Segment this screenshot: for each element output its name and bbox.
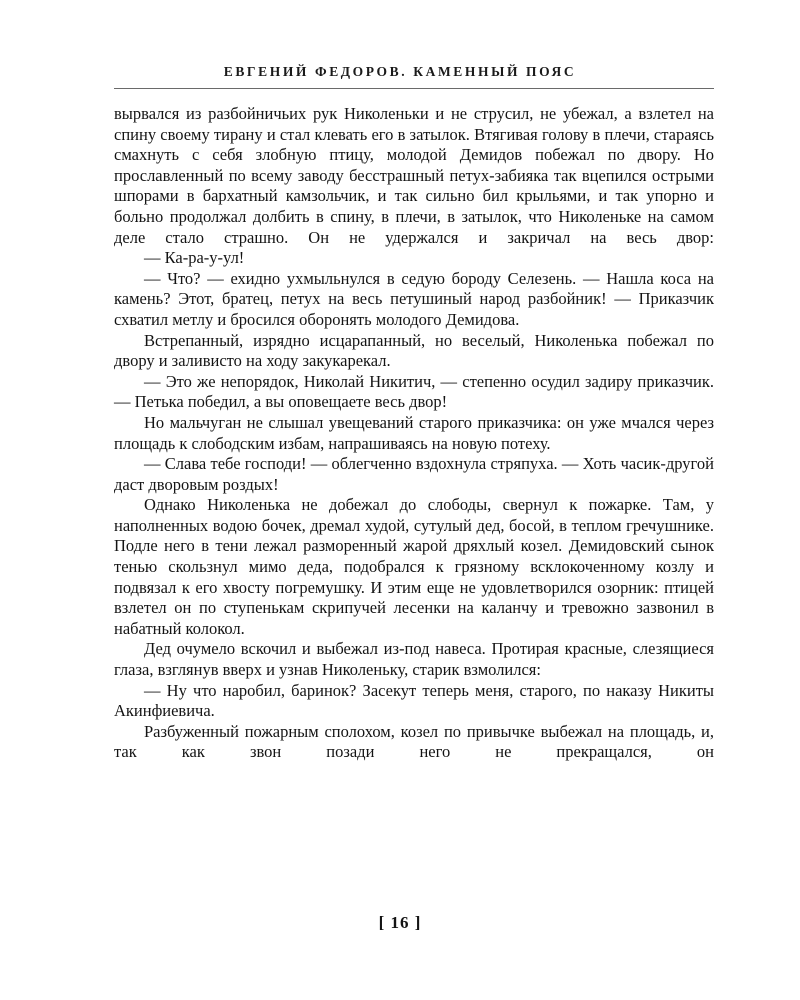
paragraph: — Ка-ра-у-ул! xyxy=(144,248,245,268)
paragraph: Но мальчуган не слышал увещеваний старого приказчика: он уже мчался через площадь к слободским избам, напрашиваясь на новую потеху. xyxy=(114,412,714,453)
paragraph-continued: вырвался из разбойничьих рук Николеньки и не струсил, не убежал, а взлетел на спину своему тирану и стал клевать его в затылок. Втягивая голову в плечи, стараясь смахнуть с себя злобную птицу, молодой Демидов побежал по двору. Но прославленный по всему заводу бесстрашный петух-забияка так вцепился острыми шпорами в бархатный камзольчик, и так сильно бил крыльями, и так упорно и больно продолжал долбить в спину, в плечи, в затылок, что Николеньке на самом деле стало страшно. Он не удержался и закричал на весь двор: xyxy=(114,104,714,247)
header-rule xyxy=(114,88,714,89)
page-number: [ 16 ] xyxy=(378,913,422,932)
running-head: ЕВГЕНИЙ ФЕДОРОВ. КАМЕННЫЙ ПОЯС xyxy=(223,64,577,79)
paragraph: — Ну что наробил, баринок? Засекут теперь меня, старого, по наказу Никиты Акинфиевича. xyxy=(114,680,714,721)
paragraph: — Это же непорядок, Николай Никитич, — степенно осудил задиру приказчик. — Петька победил, а вы оповещаете весь двор! xyxy=(114,371,714,412)
paragraph: — Слава тебе господи! — облегченно вздохнула стряпуха. — Хоть часик-другой даст дворовым роздых! xyxy=(114,454,714,494)
paragraph: — Что? — ехидно ухмыльнулся в седую бороду Селезень. — Нашла коса на камень? Этот, братец, петух на весь петушиный народ разбойник! — Приказчик схватил метлу и бросился оборонять молодого Демидова. xyxy=(114,268,714,329)
paragraph: Дед очумело вскочил и выбежал из-под навеса. Протирая красные, слезящиеся глаза, взглянув вверх и узнав Николеньку, старик взмолился: xyxy=(114,639,714,680)
paragraph: Однако Николенька не добежал до слободы, свернул к пожарке. Там, у наполненных водою бочек, дремал худой, сутулый дед, босой, в теплом гречушнике. Подле него в тени лежал разморенный жарой дряхлый козел. Демидовский сынок тенью скользнул мимо деда, подобрался к грязному всклокоченному козлу и подвязал к его хвосту погремушку. И этим еще не удовлетворился озорник: птицей взлетел он по ступенькам скрипучей лесенки на каланчу и тревожно зазвонил в набатный колокол. xyxy=(114,495,714,638)
paragraph: Встрепанный, изрядно исцарапанный, но веселый, Николенька побежал по двору и заливисто на ходу закукарекал. xyxy=(114,330,714,371)
text-block xyxy=(114,104,714,763)
paragraph-continues: Разбуженный пожарным сполохом, козел по привычке выбежал на площадь, и, так как звон позади него не прекращался, он xyxy=(114,721,714,762)
